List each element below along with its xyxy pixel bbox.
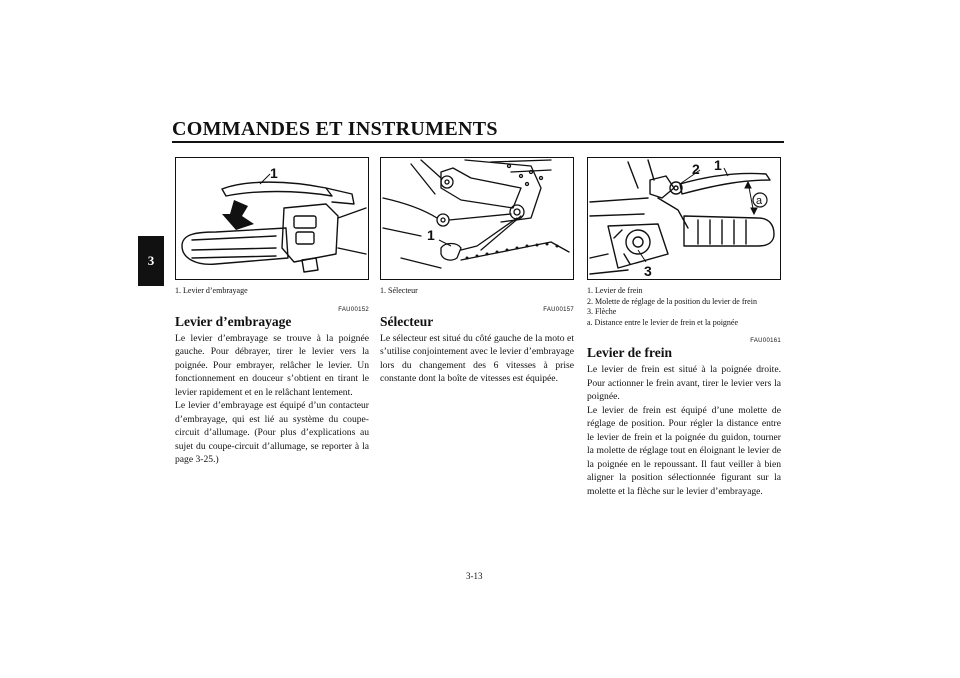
clutch-lever-illustration: [176, 158, 368, 279]
paragraph: Le levier de frein est équipé d’une molette de réglage de position. Pour régler la distance entre le levier de frein et la poignée du guidon, tourner la molette de réglage tout en éloignant le levier de la poignée en le repoussant. Il faut veiller à bien aligner la position sélectionnée figurant sur la molette et la flèche sur le levier d’embrayage.: [587, 404, 781, 497]
page-title: COMMANDES ET INSTRUMENTS: [172, 118, 498, 140]
paragraph: Le sélecteur est situé du côté gauche de la moto et s’utilise conjointement avec le levier d’embrayage lors du changement des 6 vitesses à prise constante dont la boîte de vitesses est équipée.: [380, 332, 574, 384]
reference-code: FAU00152: [338, 306, 369, 313]
figure-clutch-lever: [175, 157, 369, 280]
figure-brake-lever: [587, 157, 781, 280]
caption: 1. Sélecteur: [380, 286, 418, 295]
caption: 3. Flèche: [587, 307, 617, 316]
chapter-tab: 3: [138, 236, 164, 286]
caption: 1. Levier d’embrayage: [175, 286, 248, 295]
caption: 1. Levier de frein: [587, 286, 643, 295]
shift-pedal-illustration: [381, 158, 573, 279]
callout-1: 1: [270, 165, 278, 181]
clutch-lever-shape: [222, 182, 332, 196]
callout-a: a: [756, 195, 763, 207]
callout-1: 1: [427, 227, 435, 243]
reference-code: FAU00157: [543, 306, 574, 313]
section-heading: Sélecteur: [380, 313, 434, 329]
paragraph: Le levier d’embrayage est équipé d’un contacteur d’embrayage, qui est lié au système du coupe-circuit d’allumage. (Pour plus d’explications au sujet du coupe-circuit d’allumage, se reporter à la page 3-25.): [175, 400, 369, 465]
callout-3: 3: [644, 263, 652, 279]
paragraph: Le levier de frein est situé à la poignée droite. Pour actionner le frein avant, tirer le levier vers la poignée.: [587, 364, 781, 402]
title-rule: [172, 141, 784, 143]
caption: a. Distance entre le levier de frein et la poignée: [587, 317, 739, 327]
handlebar-housing: [282, 204, 338, 262]
section-shift-pedal: [380, 157, 574, 386]
reference-code: FAU00161: [750, 338, 781, 344]
page-number: 3-13: [466, 571, 483, 581]
section-clutch-lever: [175, 157, 369, 467]
handle-grip: [182, 228, 288, 264]
callout-2: 2: [692, 161, 700, 177]
figure-shift-pedal: [380, 157, 574, 280]
figure-captions: [587, 286, 781, 328]
pull-arrow: [222, 200, 254, 230]
section-brake-lever: [587, 157, 781, 498]
figure-captions: [380, 286, 574, 297]
section-heading: Levier d’embrayage: [175, 313, 292, 329]
shift-lever: [461, 218, 517, 250]
section-heading: Levier de frein: [587, 345, 672, 360]
paragraph: Le levier d’embrayage se trouve à la poignée gauche. Pour débrayer, tirer le levier vers la poignée. Pour embrayer, relâcher le levier. Un fonctionnement en douceur s’obtient en tirant le levier rapidement et en le relâchant lentement.: [175, 332, 369, 398]
caption: 2. Molette de réglage de la position du levier de frein: [587, 296, 757, 306]
callout-1: 1: [714, 158, 722, 173]
figure-captions: [175, 286, 369, 297]
brake-lever-illustration: [588, 158, 780, 279]
